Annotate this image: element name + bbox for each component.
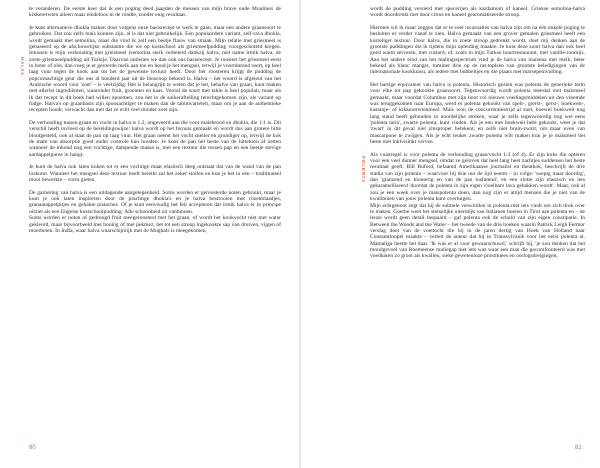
- paragraph: te veranderen. De eerste keer dat ik een poging deed jaagden de messen van mijn brave oude Moulinex de kikkererwten alleen maar eindeloos in de rondte, zonder enig resultaat.: [29, 6, 281, 19]
- paragraph: De verhouding tussen graan en vocht in halva is 1:2, ongeveerd aan die voor malebrood en dhokla, die 1:1 is. Dit verschil heeft invloed op de bereidingswijze: halva wordt op het fornuis gemaakt en wordt dus aan grotere hitte blootgesteld, ook al staat de pan op laag vuur. Het graan neemt het vocht sneller en grondiger op, terwijl de kok de mate van absorptie goed onder controle kan houden. Je kunt de pan het beste van de hittebron af zetten wanneer de inhoud nog een vochtige, dampende massa is, met een textuur die tussen pap en een beetje stevige aardappelpuree in hangt.: [29, 120, 281, 158]
- paragraph: wordt de pudding versierd met specerijen als kardamom of kaneel. Griekse semolina-halva wordt doordrenkt met door citrus en kaneel gearomatiseerde stroop.: [370, 6, 585, 19]
- side-label: HALVA: [20, 57, 25, 77]
- paragraph: Het hartige equivalent van halva is polenta. Historisch gezien was polenta de generieke term voor elke tot pap gekookte graansoort. Tegenwoordig wordt polenta meestal met maïsmeel gemaakt, maar voordat Columbus met zijn boot vol nieuwe voedingsmiddelen uit den vreemde was teruggekomen naar Europa, werd er polenta gekookt van spelt-, gierst-, gerst-, boekweit-, kastanje- of kikkererwtenmeel. Maïs won de concurrentiestrijd al snel, hoewel boekweit nog lang stand heeft gehouden in noordelijke streken, waar je zelfs tegenwoordig nog wel eens 'polenta nera', zwarte polenta, kunt vinden. Als je een met boekweit hebt gekookt, weet je dat 'zwart' in dit geval niet zinsproper betekent, en zelfs niet bruin-zwart, om maar even van mascarpone te zwijgen. Als je echt leuker zwarte polenta wilt maken kun je je maïsmeel het beste met inktvisinkt verven.: [370, 82, 585, 146]
- paragraph: Mijn echtgenoot zegt dat hij de subtiele verschillen in polenta niet iets vindt om zich druk over te maken. Goethe weet het stelselijke uitermijk van Italianen boeren in Tirol aan polenta en – de leuze wordt geen detail bespaard – gaf polenta ook de schuld van zijn eigen constipatie. In Between the Woods and the Water – het tweede van de drie boeken waarin Patrick Leigh Fermor verslag doet van de voettocht die hij in de jaren dertig van Hoek van Holland naar Constantinopel maakte – vertelt de auteur dat hij in Transsylvanië voor het eerst polenta at. Mamaliga heette het daar. 'Ik was er al voor gewaarschuwd,' schrijft hij, 'je zou denken dat het mondgevoel van Roemeense muliegap niet iets was waar een man die gecomfronteerd was met voedbaren zo groot als kwallen, sieke gewetenloze prostituees en oorlogsdreigingen,: [370, 202, 585, 260]
- paragraph: Als vuistregel is voor polenta de verhouding graan/vocht 1:3 (of 4). Er zijn koks die opteren voor een veel dunner mengsel, omdat ze geloven dat heel lang heet zachtjes suddereen het beste resultaat geeft. Bill Buford, befaamd Amerikaanse journalist en theatkok, beschrijft de drie stadia van zijn polenta – waarvoor hij drie uur de tijd neemt – in volge: 'soepig maar doordig', dan 'glanzend en klonterig en van de pan losfatend', en een slotte zijn elastisch en iets gekaramelliseerd 'doordat de polenta in zijn eigen vloeibare lava gebakken wordt'. Maar, ook al zou je een week over je maispolenta doen, dan nog zijn er altijd mensen die je niet van de kwaliteiten van jouw polenta kunt overtuigen.: [370, 151, 585, 203]
- paragraph: Soms worden er noten of gedroogd fruit meegeroosterd met het graan, of wordt het kookvocht niet met water gekleurd, maar bijvoorbeeld met honing of met pekmez, het tot een stroop ingekookte sap van druiven, vijgen of moerbeien. In India, waar halva waarschijnlijk met de Mughals is meegekomen,: [29, 215, 281, 234]
- paragraph: Hiermee wil ik maar zeggen dat er te veel incarnaties van halva zijn om na één enkele poging te besluiten er verder vanaf te zien. Halva gemaakt van een grover gemalen griesmeel heeft een korreliger textuur. Door halva, die in zoete stroop gedrenkt wordt, doet mij denken aan de grootste puddingen die ik tijdens mijn opleiding maakte. Je kunt deze soort halva dan ook heel goed warm serveren, met custard, of, zoals in mijn Turkse buurtrestaurant, met vanille-roomijs. Aan het andere eind van het malingsspectrum vind je de halva van maïsena met melk, beter bekend als blanc manger, tuminer drie op de rat-toplsen van grootste beledigingen van de internationale kookkunst, als iedere met bubbeltjes en die plaats met marsepeinvulling.: [370, 24, 585, 76]
- page-number: 81: [575, 445, 582, 451]
- paragraph: Je kunt alternatieve dhokla maken door volgens onze basisrecept te werk te gaan, maar een andere graansoort te gebruiken. Dat zou zelfs maïs kunnen zijn, al is dat niet gebruikelijk. Een populairdere variant, zelf-rava dhokla, wordt gemaakt met semolina, maar die vind ik zelf een beetje flauw van smaak. Mijn relatie met griesmeel is gebaseerd op de afschuwelijke substantie die we op kostschool als griesmeelpudding voorgeschoteld kregen. Intussen is mijn verhouding met griesmeel (semolina sterk verbeterd dankzij halva, met name irmik halva, de zoete griesmeelpudding uit Turkije. Daarvan ontlenen we dan ook ons basisrecept. Je roostert het griesmeel eerst in boter of olie, dan voeg je er geroerde melk aan toe en houd je het mengsel, terwijl je voortdurend roert, op heel laag vuur tegen de kook aan tot het de gewenste textuur heeft. Door het roosteren krijgt de pudding de popcornachtige geur die ons al honderd jaar uit de bioscoop bekend is. Halva – het woord is afgeleid van het Arabische woord voor 'zoet' – is veelzijdig. Het is belangrijk te weten dat je het, behalve van graan, kunt maken met allerlei ingrediënten, waaronder fruit, groenten en kaas. Vooral de soort met tahin is heel populair, maar als ik dat recept in dit boek had willen opnemen, zou het in de suikeraftelling terechtgekomen zijn, als variant op fudge. Halva's op graanbasis zijn sponsachtiger te maken dan de tahinivarieteit, maar om je aan de authentieke recepten houdt, verwacht dan met dat ze echt veel minder zoet zijn.: [29, 24, 281, 114]
- right-page: [301, 0, 600, 468]
- body-text: [370, 6, 585, 260]
- left-page: [0, 0, 299, 468]
- page-number: 80: [29, 445, 36, 451]
- paragraph: De garnering van halva is een uitdagende aangelegenheid. Soms worden er geroosterde noten gebruikt, maar je kunt je ook laten inspireren door de prachtige dhokla's en je halva bestrooien met rozenblaadjes, granaatappelpitjes en gehakte pistaches. Of je kunt eenvoudig het feit accepteren dat irmik halva er in principe uitziet als een Engelse kostschoolpudding. Alle schoonheid zit vanbinnen.: [29, 189, 281, 215]
- paragraph: Je kunt de halva ook laten koken tot er een vochtige maar elastisch deeg ontstaat dat van de wand van de pan loskomt. Wanneer het mengsel deze textuur heeft bereikt zal het zeker stollen en kun je het in een – traditioneel mooi bewerkte – vorm gieten.: [29, 164, 281, 184]
- body-text: [29, 6, 281, 234]
- side-label: POLENTA: [361, 156, 366, 184]
